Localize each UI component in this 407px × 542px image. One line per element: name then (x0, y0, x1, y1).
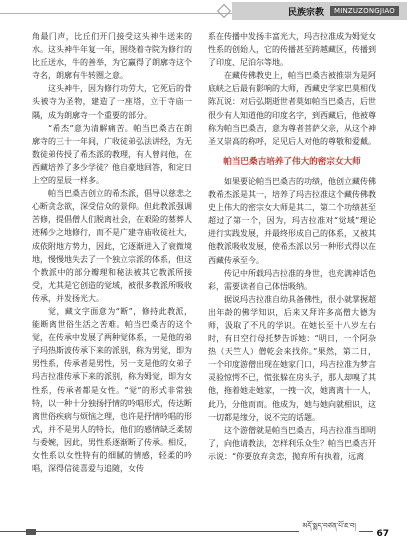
right-column (208, 30, 376, 463)
footer-mark (26, 529, 36, 535)
paragraph: 传记中所载玛吉拉准的身世，也充满神话色彩，需要读者自己体悟吸纳。 (208, 268, 376, 291)
paragraph: 如果要论帕当巴桑吉的功绩，他创立藏传佛教希杰派是其一，培养了玛吉拉准这个藏传佛教史上伟大的密宗女大师是其二，第二个功绩甚至超过了第一个，因为，玛吉拉准对“觉域”理论进行实践发展，并最终形成自己的体系，又被其他教派吸收发展，使希杰派以另一种形式得以在西藏传承至今。 (208, 176, 376, 265)
paragraph: 据说玛吉拉准自幼具备佛性，很小就掌握超出年龄的佛学知识，后来又拜许多高僧大德为师，汲取了不凡的学识。在她长至十八岁左右时，有日空行母托梦告诉她：“明日，一个阿杂热（天竺人）僧乾会来找你。”果然，第二日，一个印度游僧出现在她家门口，玛吉拉准为梦言灵验惊愕不已，慌张躲在房头子，那人却嗅了其他，拖着她走她家，一拽一次，她离离十一人，此乃，分他而而。他成为，她与她向就相识，这一切都是缘分，说不完的话题。 (208, 294, 376, 422)
page-header (0, 0, 407, 22)
section-tab (232, 2, 407, 20)
paragraph: 帕当巴桑吉创立的希杰派，倡导以慈悲之心断贪念欲，深受信众的景仰。但此教派强调苦修，提倡僧人们脱离社会，在艰险的墓葬人迹稀少之地修行，而不是广建寺庙收徒社大，成依附地方势力，因此，它逐渐进入了衰微境地，慢慢地失去了一个独立宗派的体系，但这个教派中的部分瓣理和秘法被其它教派所接受，尤其是它创造的觉域，被很多教派所吸收传承，并发扬光大。 (32, 189, 192, 303)
section-subtitle: 帕当巴桑吉培养了伟大的密宗女大师 (223, 156, 361, 167)
paragraph: “希杰”意为清解痛苦。帕当巴桑吉在朗廓寺的三十一年间，广收徒弟弘法讲经，为无数徒弟传授了希杰派的教理，有人曾问他，在西藏培养了多少学徒？他自豪地回答，和定日上空的星辰一样多。 (32, 123, 192, 186)
page-number: 67 (376, 529, 389, 539)
paragraph: 角最门声，比丘们开门接受这头神牛送来的水。这头神牛年复一年，围绕着寺院为修行的比丘送水，牛的善举，为它赢得了朗廓寺这个寺名，朗廓有牛转圈之意。 (32, 32, 192, 81)
paragraph: 这头神牛，因为修行功劳大，它死后的骨头被寺为圣物，建造了一座塔，立于寺庙一隅，成为朗廓寺一个重要的部分。 (32, 84, 192, 120)
left-column (32, 30, 192, 475)
section-title: 民族宗教 (287, 7, 324, 18)
header-ornament-icon (217, 4, 231, 18)
paragraph: 在藏传佛教史上，帕当巴桑吉被推崇为是阿底峡之后最有影响的大师，西藏史学家巴莫相伐陈瓦说：对后弘期逝世者莫如帕当巴桑吉，后世很少有人知道他的印度名字，到西藏后，他被尊称为帕当巴桑吉，意为尊者菩萨父亲，从这个神圣又崇高的称呼，足见后人对他的尊敬和爱戴。 (208, 71, 376, 146)
paragraph: 系在传播中发扬丰富光大，玛吉拉准成为姆觉女性系的创始人，它的传播甚至跨越藏区，传播到了印度、尼泊尔等地。 (208, 32, 376, 68)
paragraph: 这个游僧就是帕当巴桑吉，玛吉拉准当即明了，向他请教法，怎样利乐众生？帕当巴桑吉开示说：“你要放弃贪恋，抛弃所有执着，远离 (208, 425, 376, 461)
section-en-title: MINZUZONGJIAO (330, 6, 399, 16)
paragraph: 觉，藏文字面意为“断”，修持此教派，能断离世俗生活之苦难。帕当巴桑吉的这个觉，在传承中发展了两种觉体系，一是他的弟子玛热斯波传承下来的派别，称为男觉，即为男性系，传承者是男性，另一支是他的女弟子玛吉拉准传承下来的派别，称为姆觉，即为女性系，传承者都是女性。“觉”的形式非常独特，以一种十分独扬抒情的吟唱形式，传达断离世俗疾病与烦恼之理，也许是抒情吟唱的形式，并不是男人的特长，他们的感情缺乏柔韧与委婉，因此，男性系逐渐断了传承。相反，女性系以女性特有的细腻的情感，轻柔的吟唱，深得信徒喜爱与追随，女传 (32, 306, 192, 474)
footer-tibetan-title: མདོ་སྨད་བཙན་པོ་ཇ་བ། (299, 519, 359, 538)
page-footer (0, 522, 407, 542)
